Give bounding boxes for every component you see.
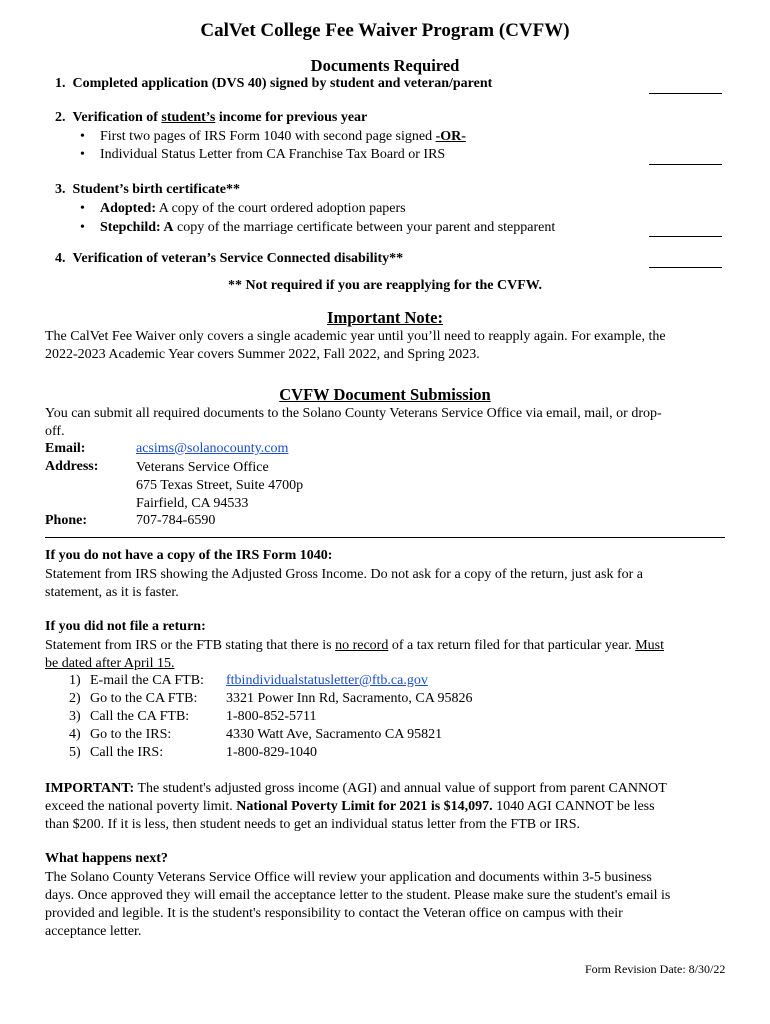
form-revision-date: Form Revision Date: 8/30/22 — [585, 962, 726, 976]
next-text: The Solano County Veterans Service Office will review your application and documents within 3-5 business days. Once approved they will email the acceptance letter to the student. Please make sure the student's email is provided and legible. It is the student's responsibility to contact the Veteran office on campus with their acceptance letter. — [45, 870, 671, 939]
checkoff-line-2[interactable] — [649, 164, 722, 165]
requirement-4: 4. Verification of veteran’s Service Connected disability** — [55, 251, 404, 266]
checkoff-line-1[interactable] — [649, 93, 722, 94]
phone-label: Phone: — [45, 513, 87, 528]
step-4-value: 4330 Watt Ave, Sacramento CA 95821 — [226, 727, 443, 742]
step-5-value: 1-800-829-1040 — [226, 745, 317, 760]
email-link[interactable]: acsims@solanocounty.com — [136, 441, 289, 456]
checkoff-line-4[interactable] — [649, 267, 722, 268]
no-return-heading: If you did not file a return: — [45, 619, 206, 634]
step-3-number: 3) — [69, 709, 81, 724]
no-return-text: Statement from IRS or the FTB stating that there is no record of a tax return filed for that particular year. Must be dated after April 15. — [45, 638, 664, 671]
important-paragraph: IMPORTANT: The student's adjusted gross income (AGI) and annual value of support from parent CANNOT exceed the national poverty limit. National Poverty Limit for 2021 is $14,097. 1040 AGI CANNOT be less than $200. If it is less, then student needs to get an individual status letter from the FTB or IRS. — [45, 781, 667, 832]
step-3-value: 1-800-852-5711 — [226, 709, 317, 724]
step-1-number: 1) — [69, 673, 81, 688]
email-label: Email: — [45, 441, 86, 456]
requirement-3-bullet-2: • Stepchild: A copy of the marriage certificate between your parent and stepparent — [80, 220, 556, 235]
important-note-heading: Important Note: — [327, 308, 443, 327]
step-5-label: Call the IRS: — [90, 745, 164, 760]
submission-intro: You can submit all required documents to the Solano County Veterans Service Office via email, mail, or drop- off. — [45, 406, 662, 439]
no-1040-heading: If you do not have a copy of the IRS Form 1040: — [45, 548, 333, 563]
requirement-3: 3. Student’s birth certificate** — [55, 182, 240, 197]
checkoff-line-3[interactable] — [649, 236, 722, 237]
step-2-number: 2) — [69, 691, 81, 706]
requirement-2-bullet-1: • First two pages of IRS Form 1040 with second page signed -OR- — [80, 129, 466, 144]
step-4-label: Go to the IRS: — [90, 727, 172, 742]
step-2-value: 3321 Power Inn Rd, Sacramento, CA 95826 — [226, 691, 473, 706]
step-5-number: 5) — [69, 745, 81, 760]
requirement-3-bullet-1: • Adopted: A copy of the court ordered adoption papers — [80, 201, 406, 216]
phone-value: 707-784-6590 — [136, 513, 216, 528]
step-4-number: 4) — [69, 727, 81, 742]
requirement-2: 2. Verification of student’s income for previous year — [55, 110, 368, 125]
address-block: Veterans Service Office 675 Texas Street, Suite 4700p Fairfield, CA 94533 — [136, 460, 304, 511]
submission-heading: CVFW Document Submission — [279, 385, 491, 404]
section-divider — [45, 537, 725, 538]
page-title: CalVet College Fee Waiver Program (CVFW) — [200, 20, 570, 41]
step-1-label: E-mail the CA FTB: — [90, 673, 204, 688]
next-heading: What happens next? — [45, 851, 168, 866]
documents-required-heading: Documents Required — [310, 56, 460, 75]
requirement-1: 1. Completed application (DVS 40) signed by student and veteran/parent — [55, 76, 493, 91]
step-2-label: Go to the CA FTB: — [90, 691, 198, 706]
no-1040-text: Statement from IRS showing the Adjusted Gross Income. Do not ask for a copy of the return, just ask for a statement, as it is faster. — [45, 567, 644, 600]
step-3-label: Call the CA FTB: — [90, 709, 190, 724]
requirement-2-bullet-2: • Individual Status Letter from CA Franchise Tax Board or IRS — [80, 147, 446, 162]
ftb-email-link[interactable]: ftbindividualstatusletter@ftb.ca.gov — [226, 673, 428, 688]
address-label: Address: — [45, 459, 99, 474]
not-required-note: ** Not required if you are reapplying for the CVFW. — [228, 278, 542, 293]
important-note-text: The CalVet Fee Waiver only covers a single academic year until you’ll need to reapply again. For example, the 2022-2023 Academic Year covers Summer 2022, Fall 2022, and Spring 2023. — [45, 329, 666, 362]
